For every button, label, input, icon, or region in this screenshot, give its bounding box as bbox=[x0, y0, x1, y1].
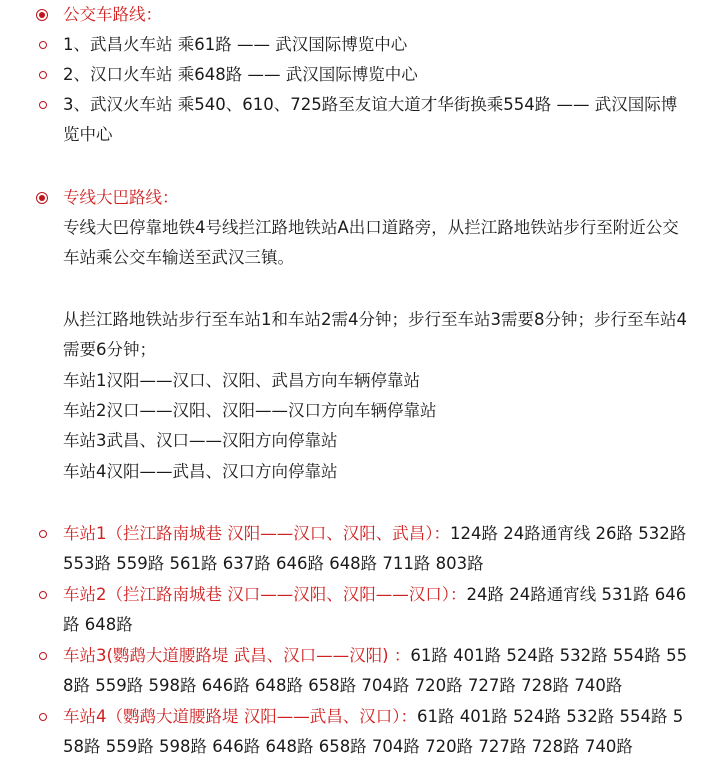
list-bullet-icon bbox=[39, 530, 47, 538]
shuttle-routes-heading: 专线大巴路线： bbox=[63, 188, 179, 207]
stop-entry bbox=[63, 641, 688, 702]
stop-entry bbox=[63, 702, 688, 763]
station-description: 车站3武昌、汉口——汉阳方向停靠站 bbox=[63, 431, 338, 450]
stop-routes: 61路 401路 524路 532路 554路 558路 559路 598路 646路 648路 658路 704路 720路 727路 728路 740路 bbox=[63, 646, 688, 696]
stop-entry bbox=[63, 580, 688, 641]
list-bullet-icon bbox=[39, 591, 47, 599]
bus-route-item: 1、武昌火车站 乘61路 —— 武汉国际博览中心 bbox=[63, 35, 408, 54]
stop-label: 车站4（鹦鹉大道腰路堤 汉阳——武昌、汉口）： bbox=[63, 707, 417, 726]
stop-routes: 24路 24路通宵线 531路 646路 648路 bbox=[63, 585, 687, 635]
station-description: 车站2汉口——汉阳、汉阳——汉口方向车辆停靠站 bbox=[63, 401, 437, 420]
bus-route-item: 3、武汉火车站 乘540、610、725路至友谊大道才华街换乘554路 —— 武汉国际博览中心 bbox=[63, 95, 678, 145]
bus-route-item: 2、汉口火车站 乘648路 —— 武汉国际博览中心 bbox=[63, 65, 418, 84]
list-bullet-icon bbox=[39, 101, 47, 109]
stop-label: 车站1（拦江路南城巷 汉阳——汉口、汉阳、武昌）： bbox=[63, 524, 450, 543]
bus-routes-heading: 公交车路线： bbox=[63, 5, 162, 24]
shuttle-intro: 专线大巴停靠地铁4号线拦江路地铁站A出口道路旁，从拦江路地铁站步行至附近公交车站乘公交车输送至武汉三镇。 bbox=[63, 218, 679, 268]
stop-label: 车站3(鹦鹉大道腰路堤 武昌、汉口——汉阳) ： bbox=[63, 646, 411, 665]
list-bullet-icon bbox=[39, 71, 47, 79]
stop-routes: 124路 24路通宵线 26路 532路 553路 559路 561路 637路 646路 648路 711路 803路 bbox=[63, 524, 687, 574]
station-description: 车站1汉阳——汉口、汉阳、武昌方向车辆停靠站 bbox=[63, 371, 420, 390]
stop-routes: 61路 401路 524路 532路 554路 558路 559路 598路 646路 648路 658路 704路 720路 727路 728路 740路 bbox=[63, 707, 684, 757]
section-bullet-icon bbox=[36, 192, 48, 204]
list-bullet-icon bbox=[39, 41, 47, 49]
list-bullet-icon bbox=[39, 652, 47, 660]
station-description: 车站4汉阳——武昌、汉口方向停靠站 bbox=[63, 462, 338, 481]
list-bullet-icon bbox=[39, 713, 47, 721]
section-bullet-icon bbox=[36, 9, 48, 21]
stop-label: 车站2（拦江路南城巷 汉口——汉阳、汉阳——汉口）： bbox=[63, 585, 467, 604]
walk-info: 从拦江路地铁站步行至车站1和车站2需4分钟；步行至车站3需要8分钟；步行至车站4需要6分钟； bbox=[63, 310, 687, 360]
stop-entry bbox=[63, 519, 688, 580]
